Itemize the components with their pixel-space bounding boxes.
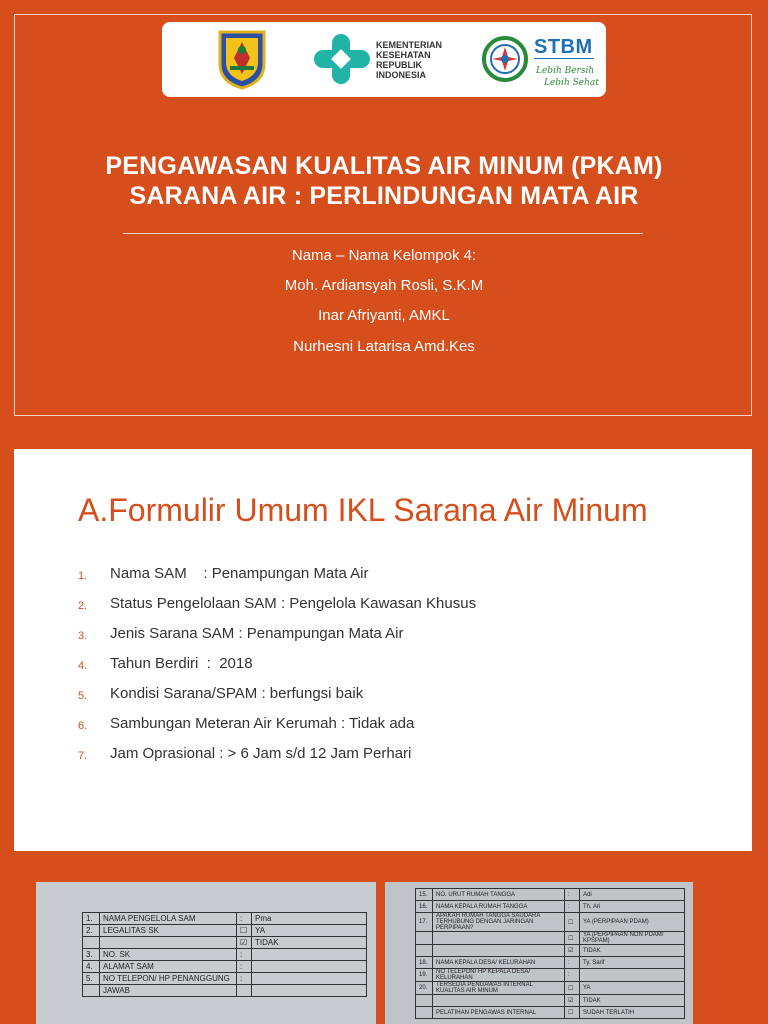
list-item-number: 7. bbox=[78, 750, 88, 762]
row-number: 17. bbox=[416, 913, 433, 932]
colon-cell bbox=[237, 985, 252, 997]
table-row bbox=[83, 949, 367, 961]
row-value: YA (PERPIPAAN NON PDAM/ KPSPAM) bbox=[580, 932, 685, 945]
table-row bbox=[83, 985, 367, 997]
table-row bbox=[416, 913, 685, 932]
row-number bbox=[416, 995, 433, 1007]
row-value: SUDAH TERLATIH bbox=[580, 1007, 685, 1019]
row-label: TERSEDIA PENGAWAS INTERNAL KUALITAS AIR MINUM bbox=[433, 982, 565, 995]
row-number bbox=[416, 932, 433, 945]
table-row bbox=[416, 982, 685, 995]
list-item-number: 1. bbox=[78, 570, 88, 582]
row-value bbox=[580, 969, 685, 982]
colon-cell: : bbox=[237, 961, 252, 973]
row-value bbox=[252, 985, 367, 997]
member-name: Inar Afriyanti, AMKL bbox=[318, 307, 450, 324]
table-row bbox=[416, 969, 685, 982]
row-value bbox=[252, 961, 367, 973]
stbm-logo-icon bbox=[480, 34, 530, 84]
checkbox-cell: ☑ bbox=[565, 945, 580, 957]
kemenkes-line: KESEHATAN bbox=[376, 50, 431, 60]
row-value: Ty. Sarif bbox=[580, 957, 685, 969]
list-item: Sambungan Meteran Air Kerumah : Tidak ada bbox=[110, 715, 415, 732]
row-value: Pma bbox=[252, 913, 367, 925]
row-label: ALAMAT SAM bbox=[100, 961, 237, 973]
member-name: Moh. Ardiansyah Rosli, S.K.M bbox=[284, 277, 484, 294]
form-slide-title: A.Formulir Umum IKL Sarana Air Minum bbox=[78, 492, 648, 528]
checkbox-cell: ☐ bbox=[237, 925, 252, 937]
row-number: 20. bbox=[416, 982, 433, 995]
row-label: NAMA KEPALA DESA/ KELURAHAN bbox=[433, 957, 565, 969]
row-value: Adi bbox=[580, 889, 685, 901]
row-label: LEGALITAS SK bbox=[100, 925, 237, 937]
table-row bbox=[416, 901, 685, 913]
stbm-tagline: Lebih Sehat bbox=[544, 78, 599, 88]
row-value: TIDAK bbox=[252, 937, 367, 949]
list-item: Tahun Berdiri : 2018 bbox=[110, 655, 253, 672]
form-photo-left bbox=[36, 882, 376, 1024]
row-value: TIDAK bbox=[580, 995, 685, 1007]
form-table-left bbox=[82, 912, 367, 997]
row-label: PELATIHAN PENGAWAS INTERNAL bbox=[433, 1007, 565, 1019]
form-table-right bbox=[415, 888, 685, 1019]
slide-title-line-1: PENGAWASAN KUALITAS AIR MINUM (PKAM) bbox=[105, 152, 663, 180]
row-value: YA bbox=[252, 925, 367, 937]
row-label: NAMA KEPALA RUMAH TANGGA bbox=[433, 901, 565, 913]
row-number: 19. bbox=[416, 969, 433, 982]
row-label: NO. SK bbox=[100, 949, 237, 961]
list-item-number: 2. bbox=[78, 600, 88, 612]
list-item: Status Pengelolaan SAM : Pengelola Kawasan Khusus bbox=[110, 595, 477, 612]
row-number: 3. bbox=[83, 949, 100, 961]
colon-cell: : bbox=[237, 973, 252, 985]
row-number: 18. bbox=[416, 957, 433, 969]
list-item-number: 4. bbox=[78, 660, 88, 672]
row-value bbox=[252, 973, 367, 985]
list-item-number: 5. bbox=[78, 690, 88, 702]
row-value bbox=[252, 949, 367, 961]
row-label: NO TELEPON/ HP KEPALA DESA/ KELURAHAN bbox=[433, 969, 565, 982]
row-label: APAKAH RUMAH TANGGA SAUDARA TERHUBUNG DENGAN JARINGAN PERPIPAAN? bbox=[433, 913, 565, 932]
row-number: 4. bbox=[83, 961, 100, 973]
colon-cell: : bbox=[565, 957, 580, 969]
stbm-underline bbox=[534, 58, 594, 59]
list-item: Jenis Sarana SAM : Penampungan Mata Air bbox=[110, 625, 404, 642]
row-value: YA (PERPIPAAN PDAM) bbox=[580, 913, 685, 932]
table-row bbox=[416, 932, 685, 945]
row-value: TIDAK bbox=[580, 945, 685, 957]
title-divider bbox=[123, 233, 643, 234]
colon-cell: : bbox=[237, 949, 252, 961]
checkbox-cell: ☐ bbox=[565, 1007, 580, 1019]
list-item-number: 6. bbox=[78, 720, 88, 732]
form-photo-right bbox=[385, 882, 693, 1024]
table-row bbox=[416, 995, 685, 1007]
row-label bbox=[433, 945, 565, 957]
colon-cell: : bbox=[565, 901, 580, 913]
row-label bbox=[433, 932, 565, 945]
row-label: JAWAB bbox=[100, 985, 237, 997]
list-item: Kondisi Sarana/SPAM : berfungsi baik bbox=[110, 685, 364, 702]
row-label: NO. URUT RUMAH TANGGA bbox=[433, 889, 565, 901]
row-number bbox=[83, 985, 100, 997]
slide-title-line-2: SARANA AIR : PERLINDUNGAN MATA AIR bbox=[129, 182, 639, 210]
row-label bbox=[100, 937, 237, 949]
checkbox-cell: ☑ bbox=[565, 995, 580, 1007]
checkbox-cell: ☐ bbox=[565, 913, 580, 932]
table-row bbox=[83, 925, 367, 937]
stbm-title: STBM bbox=[534, 36, 593, 58]
list-item: Nama SAM : Penampungan Mata Air bbox=[110, 565, 369, 582]
table-row bbox=[83, 961, 367, 973]
row-label: NO TELEPON/ HP PENANGGUNG bbox=[100, 973, 237, 985]
row-number: 16. bbox=[416, 901, 433, 913]
row-value: YA bbox=[580, 982, 685, 995]
colon-cell: : bbox=[565, 889, 580, 901]
colon-cell: : bbox=[237, 913, 252, 925]
stbm-tagline: Lebih Bersih bbox=[536, 66, 595, 76]
kemenkes-line: INDONESIA bbox=[376, 70, 427, 80]
checkbox-cell: ☐ bbox=[565, 932, 580, 945]
row-number: 5. bbox=[83, 973, 100, 985]
table-row bbox=[416, 957, 685, 969]
row-value: Th. Ari bbox=[580, 901, 685, 913]
table-row bbox=[416, 945, 685, 957]
table-row bbox=[83, 973, 367, 985]
checkbox-cell: ☑ bbox=[237, 937, 252, 949]
row-number bbox=[416, 945, 433, 957]
table-row bbox=[416, 1007, 685, 1019]
logo-bar bbox=[162, 22, 606, 97]
regional-emblem-icon bbox=[214, 28, 270, 90]
row-number: 1. bbox=[83, 913, 100, 925]
member-name: Nurhesni Latarisa Amd.Kes bbox=[293, 338, 475, 355]
kemenkes-text bbox=[376, 40, 442, 80]
kemenkes-line: REPUBLIK bbox=[376, 60, 423, 70]
kemenkes-logo-icon bbox=[312, 32, 372, 86]
row-label: NAMA PENGELOLA SAM bbox=[100, 913, 237, 925]
row-number: 2. bbox=[83, 925, 100, 937]
table-row bbox=[416, 889, 685, 901]
kemenkes-line: KEMENTERIAN bbox=[376, 40, 443, 50]
checkbox-cell: ☐ bbox=[565, 982, 580, 995]
table-row bbox=[83, 937, 367, 949]
group-heading: Nama – Nama Kelompok 4: bbox=[291, 247, 477, 264]
list-item: Jam Oprasional : > 6 Jam s/d 12 Jam Perhari bbox=[110, 745, 412, 762]
row-label bbox=[433, 995, 565, 1007]
row-number bbox=[83, 937, 100, 949]
list-item-number: 3. bbox=[78, 630, 88, 642]
title-slide bbox=[0, 0, 768, 433]
row-number bbox=[416, 1007, 433, 1019]
row-number: 15. bbox=[416, 889, 433, 901]
table-row bbox=[83, 913, 367, 925]
colon-cell: : bbox=[565, 969, 580, 982]
